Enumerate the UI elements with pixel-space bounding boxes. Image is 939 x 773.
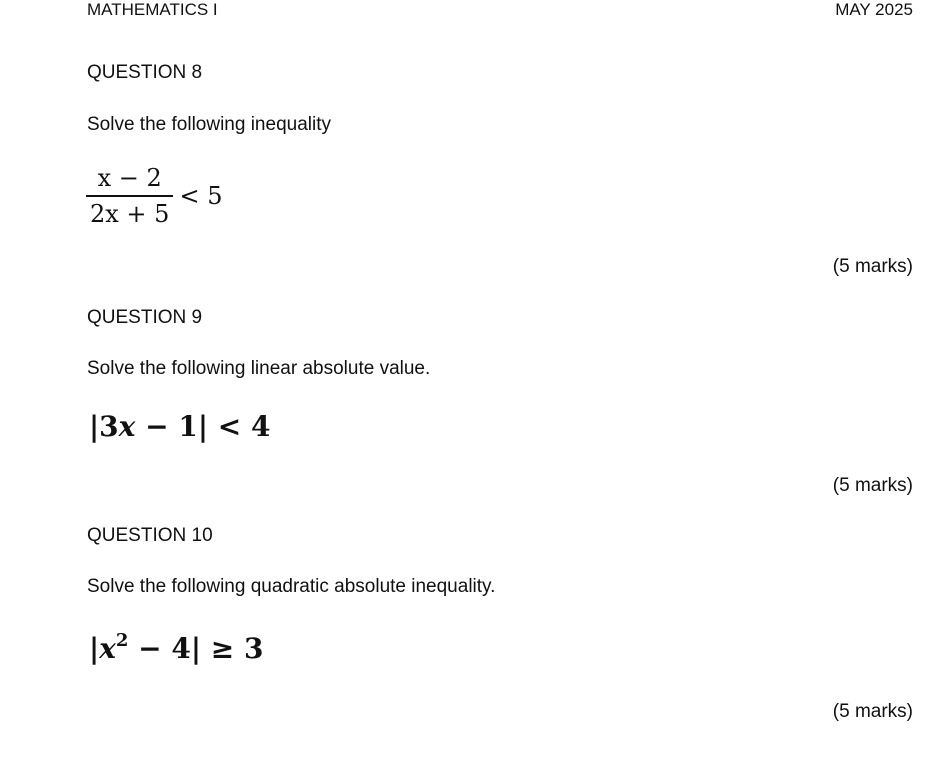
- expr-variable: x: [118, 410, 136, 443]
- question-10-prompt: Solve the following quadratic absolute inequality.: [87, 576, 496, 597]
- question-8-heading: QUESTION 8: [87, 62, 203, 83]
- course-title: MATHEMATICS I: [87, 0, 218, 19]
- fraction-denominator: 2x + 5: [90, 200, 170, 228]
- question-8-relation: < 5: [179, 182, 223, 210]
- expr-open: |: [89, 632, 100, 665]
- fraction: [86, 164, 173, 228]
- question-8-prompt: Solve the following inequality: [87, 114, 331, 135]
- question-10-expression: [89, 629, 264, 666]
- expr-rest: − 1|: [135, 410, 218, 443]
- question-10-heading: QUESTION 10: [87, 525, 213, 546]
- expr-relation: < 4: [217, 410, 271, 443]
- question-9-heading: QUESTION 9: [87, 307, 203, 328]
- question-9-prompt: Solve the following linear absolute value.: [87, 358, 431, 379]
- question-9-expression: [89, 410, 270, 444]
- expr-open: |3: [89, 410, 119, 443]
- exam-date: MAY 2025: [835, 0, 913, 19]
- expr-relation: ≥ 3: [210, 632, 264, 665]
- question-8-marks: (5 marks): [832, 256, 913, 277]
- question-10-marks: (5 marks): [832, 701, 913, 722]
- expr-rest: − 4|: [128, 632, 211, 665]
- question-8-expression: [86, 160, 222, 232]
- question-9-marks: (5 marks): [832, 475, 913, 496]
- fraction-numerator: x − 2: [97, 164, 162, 192]
- expr-exponent: 2: [115, 629, 129, 651]
- expr-variable: x: [99, 632, 116, 665]
